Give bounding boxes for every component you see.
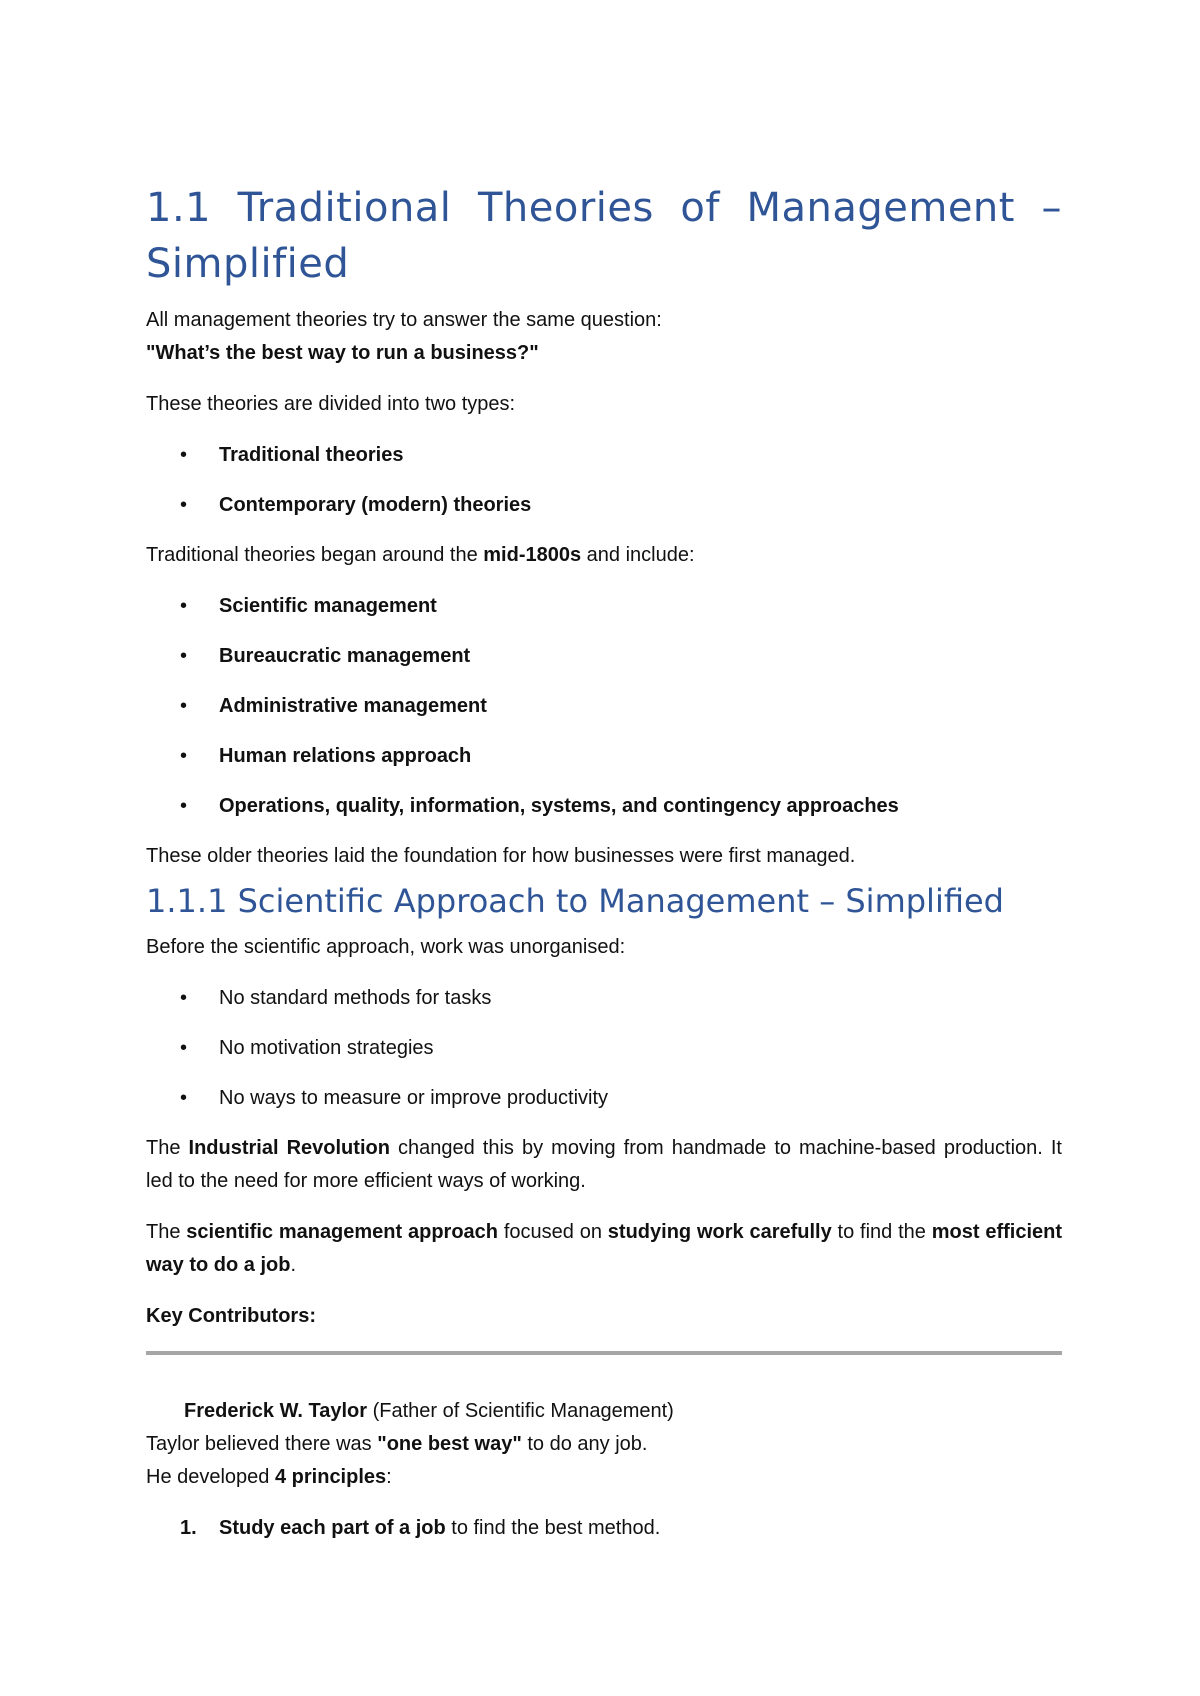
text-run: to find the <box>831 1221 932 1243</box>
text-run: and include: <box>581 544 695 566</box>
text-run: changed this by moving from handmade to machine-based production. It led to the need for more efficient ways of working. <box>146 1137 1062 1192</box>
text-run: . <box>290 1254 297 1276</box>
bold-run: studying work carefully <box>607 1221 832 1243</box>
bullet-icon: • <box>180 987 188 1009</box>
bullet-icon: • <box>180 745 188 767</box>
text-run: focused on <box>498 1221 608 1243</box>
bold-run: most efficient way to do a job <box>146 1221 1063 1276</box>
contributor-role: (Father of Scientific Management) <box>367 1400 674 1422</box>
taylor-principles-intro <box>146 1461 1062 1494</box>
principles-list <box>146 1512 1062 1545</box>
bullet-icon: • <box>180 595 188 617</box>
list-item-text: No motivation strategies <box>219 1037 434 1059</box>
scientific-approach-paragraph <box>146 1216 1062 1282</box>
bullet-icon: • <box>180 1087 188 1109</box>
list-item <box>146 439 1062 472</box>
list-item-text: No ways to measure or improve productivity <box>219 1087 609 1109</box>
bold-run: "one best way" <box>377 1433 522 1455</box>
bold-run: scientific management approach <box>186 1221 499 1243</box>
types-list <box>146 439 1062 522</box>
intro-question <box>146 337 1062 370</box>
taylor-belief <box>146 1428 1062 1461</box>
list-item <box>146 590 1062 623</box>
bullet-icon: • <box>180 444 188 466</box>
list-item <box>146 1032 1062 1065</box>
list-item-text: Operations, quality, information, systems, and contingency approaches <box>219 795 899 817</box>
list-item-text: Human relations approach <box>219 745 472 767</box>
text-run: The <box>146 1137 189 1159</box>
list-item-text: Administrative management <box>219 695 487 717</box>
horizontal-divider <box>146 1351 1062 1355</box>
older-theories-text: These older theories laid the foundation for how businesses were first managed. <box>146 845 856 867</box>
list-item <box>146 982 1062 1015</box>
list-item <box>146 740 1062 773</box>
page-title: 1.1 Traditional Theories of Management – Simplified <box>146 185 1062 287</box>
bold-run: mid-1800s <box>483 544 582 566</box>
text-run: Taylor believed there was <box>146 1433 378 1455</box>
taylor-heading <box>146 1395 1062 1428</box>
text-run: He developed <box>146 1466 275 1488</box>
before-scientific-text: Before the scientific approach, work was unorganised: <box>146 936 626 958</box>
unorganised-list <box>146 982 1062 1115</box>
key-contributors-label <box>146 1300 1062 1333</box>
bullet-icon: • <box>180 695 188 717</box>
list-item <box>146 489 1062 522</box>
text-run: Traditional theories began around the <box>146 544 484 566</box>
types-intro: These theories are divided into two types: <box>146 393 516 415</box>
list-item-text: Contemporary (modern) theories <box>219 494 532 516</box>
text-run: to find the best method. <box>445 1517 661 1539</box>
bold-run: Study each part of a job <box>219 1517 446 1539</box>
list-item-text: Traditional theories <box>219 444 404 466</box>
section-heading: 1.1.1 Scientific Approach to Management – Simplified <box>146 882 1004 920</box>
bullet-icon: • <box>180 795 188 817</box>
traditional-intro <box>146 539 1062 572</box>
list-item-text: Scientific management <box>219 595 437 617</box>
list-item <box>146 790 1062 823</box>
bold-run: 4 principles <box>274 1466 387 1488</box>
industrial-revolution-paragraph <box>146 1132 1062 1198</box>
list-item <box>146 1082 1062 1115</box>
bullet-icon: • <box>180 645 188 667</box>
traditional-theories-list <box>146 590 1062 823</box>
list-item <box>146 1512 1062 1545</box>
bullet-icon: • <box>180 1037 188 1059</box>
list-item-text: No standard methods for tasks <box>219 987 492 1009</box>
list-item <box>146 690 1062 723</box>
text-run: : <box>386 1466 392 1488</box>
text-run: The <box>146 1221 187 1243</box>
question-text: "What’s the best way to run a business?" <box>146 342 539 364</box>
list-number: 1. <box>180 1517 197 1539</box>
document-content <box>146 180 1062 1562</box>
list-item-text: Bureaucratic management <box>219 645 471 667</box>
text-run: to do any job. <box>521 1433 648 1455</box>
bold-run: Industrial Revolution <box>188 1137 390 1159</box>
contributor-name: Frederick W. Taylor <box>184 1400 368 1422</box>
intro-line: All management theories try to answer the same question: <box>146 309 662 331</box>
bold-run: Key Contributors: <box>146 1305 316 1327</box>
bullet-icon: • <box>180 494 188 516</box>
list-item <box>146 640 1062 673</box>
